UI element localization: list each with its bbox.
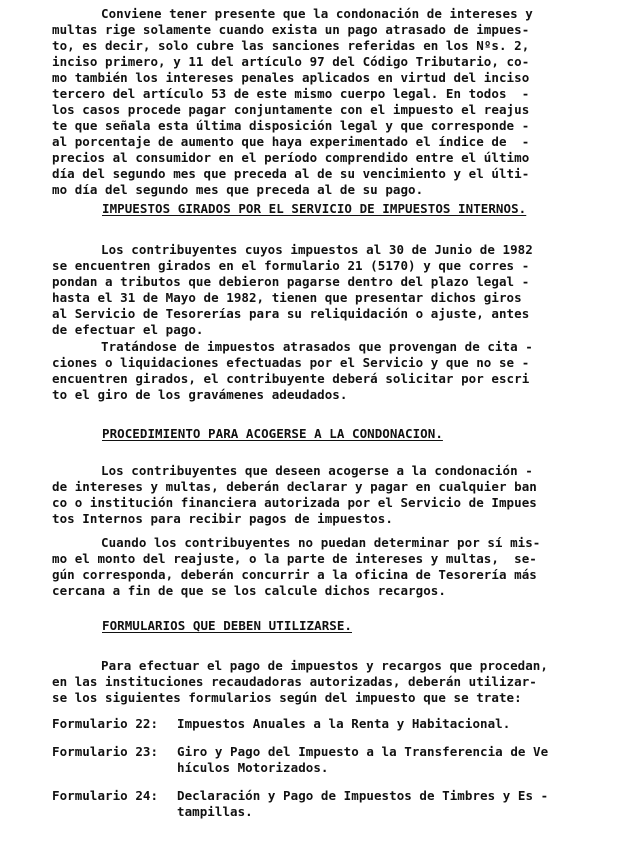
text-line: al porcentaje de aumento que haya experimentado el índice de - (52, 134, 530, 149)
section-heading-formularios: FORMULARIOS QUE DEBEN UTILIZARSE. (102, 618, 352, 633)
form-description: Giro y Pago del Impuesto a la Transferencia de Ve (177, 744, 549, 759)
text-line: encuentren girados, el contribuyente deberá solicitar por escri (52, 371, 530, 386)
text-line: to el giro de los gravámenes adeudados. (52, 387, 348, 402)
text-line: Conviene tener presente que la condonación de intereses y (101, 6, 533, 21)
text-line: te que señala esta última disposición legal y que corresponde - (52, 118, 530, 133)
text-line: multas rige solamente cuando exista un pago atrasado de impues- (52, 22, 530, 37)
text-line: mo el monto del reajuste, o la parte de intereses y multas, se- (52, 551, 537, 566)
text-line: Los contribuyentes cuyos impuestos al 30 de Junio de 1982 (101, 242, 533, 257)
text-line: se encuentren girados en el formulario 21 (5170) y que corres - (52, 258, 530, 273)
text-line: inciso primero, y 11 del artículo 97 del Código Tributario, co- (52, 54, 530, 69)
text-line: ciones o liquidaciones efectuadas por el Servicio y que no se - (52, 355, 530, 370)
text-line: precios al consumidor en el período comprendido entre el último (52, 150, 530, 165)
text-line: cercana a fin de que se los calcule dichos recargos. (52, 583, 446, 598)
text-line: se los siguientes formularios según del impuesto que se trate: (52, 690, 522, 705)
text-line: en las instituciones recaudadoras autorizadas, deberán utilizar- (52, 674, 537, 689)
text-line: Cuando los contribuyentes no puedan determinar por sí mis- (101, 535, 541, 550)
text-line: mo también los intereses penales aplicados en virtud del inciso (52, 70, 530, 85)
text-line: tercero del artículo 53 de este mismo cuerpo legal. En todos - (52, 86, 530, 101)
text-line: gún corresponda, deberán concurrir a la oficina de Tesorería más (52, 567, 537, 582)
form-description: Impuestos Anuales a la Renta y Habitacional. (177, 716, 511, 731)
form-label: Formulario 22: (52, 716, 159, 731)
text-line: to, es decir, solo cubre las sanciones referidas en los Nºs. 2, (52, 38, 530, 53)
form-label: Formulario 24: (52, 788, 159, 803)
text-line: tos Internos para recibir pagos de impuestos. (52, 511, 393, 526)
section-heading-impuestos-girados: IMPUESTOS GIRADOS POR EL SERVICIO DE IMPUESTOS INTERNOS. (102, 201, 527, 216)
text-line: pondan a tributos que debieron pagarse dentro del plazo legal - (52, 274, 530, 289)
form-description: tampillas. (177, 804, 253, 819)
text-line: hasta el 31 de Mayo de 1982, tienen que presentar dichos giros (52, 290, 522, 305)
form-label: Formulario 23: (52, 744, 159, 759)
text-line: día del segundo mes que preceda al de su vencimiento y el últi- (52, 166, 530, 181)
text-line: Los contribuyentes que deseen acogerse a la condonación - (101, 463, 533, 478)
text-line: de efectuar el pago. (52, 322, 204, 337)
text-line: co o institución financiera autorizada por el Servicio de Impues (52, 495, 537, 510)
text-line: los casos procede pagar conjuntamente con el impuesto el reajus (52, 102, 530, 117)
form-description: Declaración y Pago de Impuestos de Timbres y Es - (177, 788, 549, 803)
text-line: Tratándose de impuestos atrasados que provengan de cita - (101, 339, 533, 354)
text-line: mo día del segundo mes que preceda al de su pago. (52, 182, 424, 197)
text-line: al Servicio de Tesorerías para su reliquidación o ajuste, antes (52, 306, 530, 321)
form-description: hículos Motorizados. (177, 760, 329, 775)
text-line: Para efectuar el pago de impuestos y recargos que procedan, (101, 658, 548, 673)
section-heading-procedimiento: PROCEDIMIENTO PARA ACOGERSE A LA CONDONACION. (102, 426, 443, 441)
text-line: de intereses y multas, deberán declarar y pagar en cualquier ban (52, 479, 537, 494)
